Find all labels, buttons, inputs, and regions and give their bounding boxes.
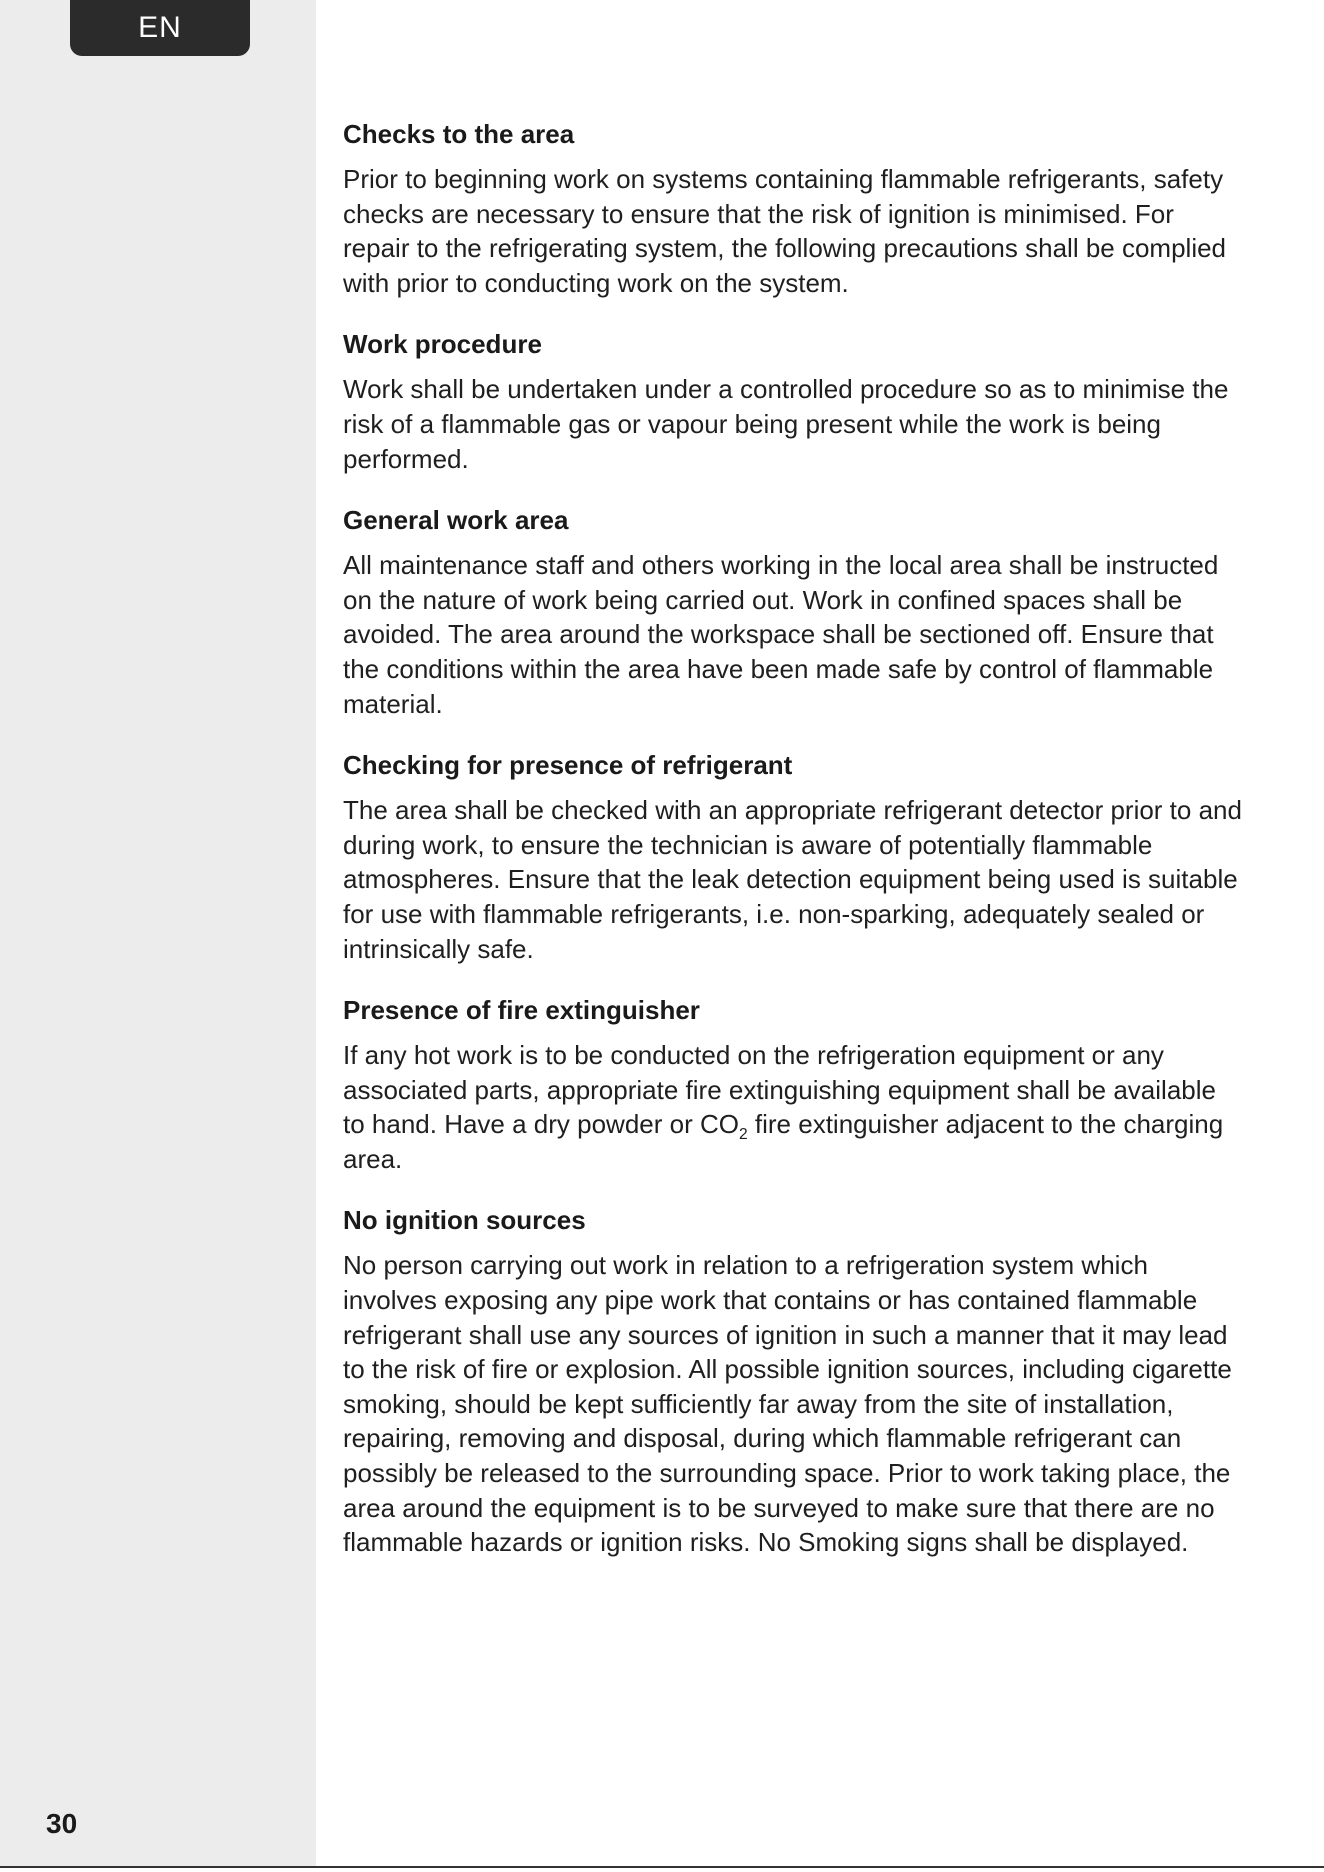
document-content: [343, 118, 1243, 1588]
section-heading: No ignition sources: [343, 1205, 586, 1236]
section-checks-to-the-area: [343, 118, 1243, 300]
bottom-divider: [0, 1866, 1324, 1868]
section-heading: Checks to the area: [343, 119, 575, 149]
section-fire-extinguisher: [343, 994, 1243, 1176]
section-general-work-area: [343, 504, 1243, 721]
section-body: All maintenance staff and others working in the local area shall be instructed on the nature of work being carried out. Work in confined spaces shall be avoided. The area around the workspace shall be sectioned off. Ensure that the conditions within the area have been made safe by control of flammable material.: [343, 550, 1219, 719]
language-tab: EN: [70, 0, 250, 56]
section-heading: General work area: [343, 505, 569, 536]
section-heading: Presence of fire extinguisher: [343, 995, 700, 1026]
section-body: No person carrying out work in relation to a refrigeration system which involves exposing any pipe work that contains or has contained flammable refrigerant shall use any sources of ignition in such a manner that it may lead to the risk of fire or explosion. All possible ignition sources, including cigarette smoking, should be kept sufficiently far away from the site of installation, repairing, removing and disposal, during which flammable refrigerant can possibly be released to the surrounding space. Prior to work taking place, the area around the equipment is to be surveyed to make sure that there are no flammable hazards or ignition risks. No Smoking signs shall be displayed.: [343, 1250, 1232, 1558]
section-heading: Checking for presence of refrigerant: [343, 750, 793, 781]
section-checking-for-refrigerant: [343, 749, 1243, 966]
page-sidebar: [0, 0, 316, 1866]
section-no-ignition-sources: [343, 1204, 1243, 1559]
section-body-text: If any hot work is to be conducted on the refrigeration equipment or any associated parts, appropriate fire extinguishing equipment shall be available to hand. Have a dry powder or CO: [343, 1040, 1216, 1140]
section-work-procedure: [343, 328, 1243, 476]
section-body: Prior to beginning work on systems containing flammable refrigerants, safety checks are necessary to ensure that the risk of ignition is minimised. For repair to the refrigerating system, the following precautions shall be complied with prior to conducting work on the system.: [343, 164, 1227, 298]
section-body-text: fire extinguisher adjacent to the charging area.: [343, 1109, 1224, 1174]
subscript-text: 2: [738, 1126, 748, 1144]
section-body: The area shall be checked with an appropriate refrigerant detector prior to and during work, to ensure the technician is aware of potentially flammable atmospheres. Ensure that the leak detection equipment being used is suitable for use with flammable refrigerants, i.e. non-sparking, adequately sealed or intrinsically safe.: [343, 795, 1242, 964]
page-number: 30: [46, 1808, 78, 1839]
section-heading: Work procedure: [343, 329, 542, 360]
section-body: [343, 1038, 1243, 1176]
section-body: Work shall be undertaken under a controlled procedure so as to minimise the risk of a flammable gas or vapour being present while the work is being performed.: [343, 374, 1229, 474]
